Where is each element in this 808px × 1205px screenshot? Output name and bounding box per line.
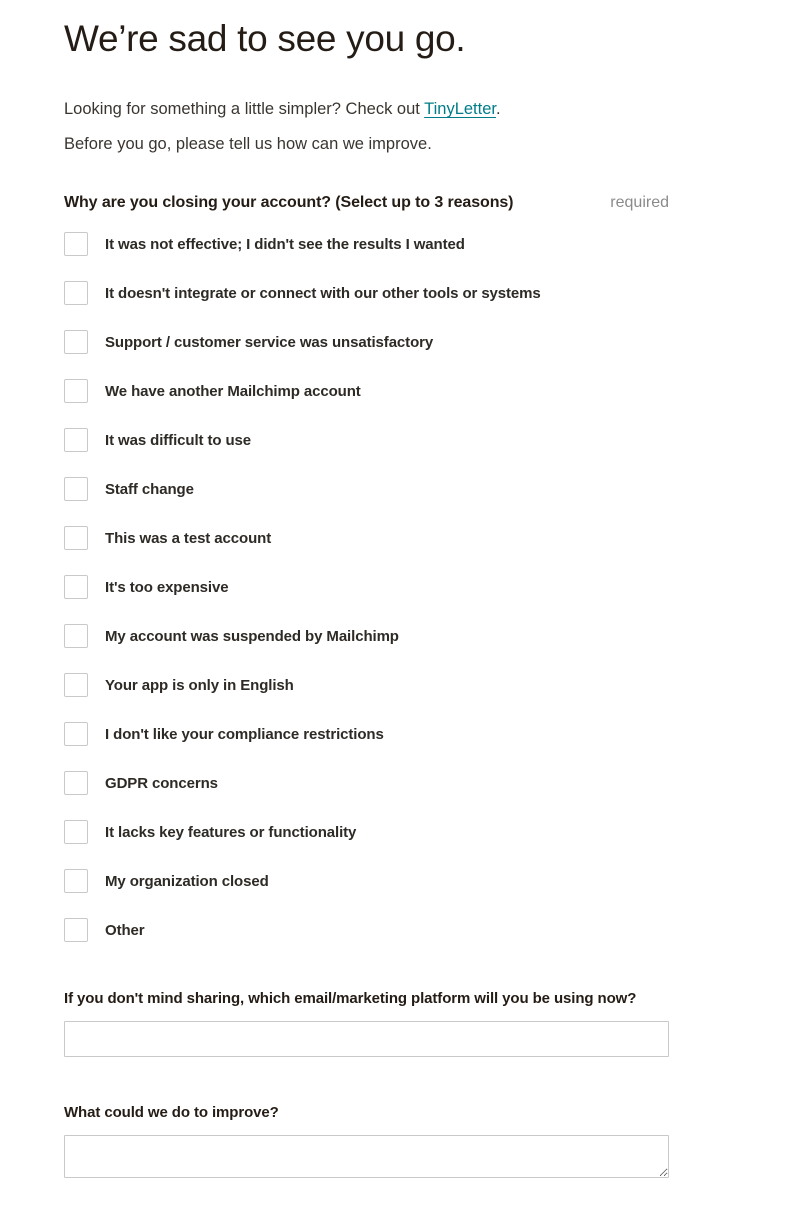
reason-label: It was not effective; I didn't see the results I wanted (105, 235, 465, 253)
checkbox[interactable] (64, 918, 88, 942)
reason-label: I don't like your compliance restrictions (105, 725, 384, 743)
platform-input[interactable] (64, 1021, 669, 1057)
reasons-question-row (64, 192, 669, 214)
reason-option-other[interactable] (64, 918, 145, 942)
reason-option-another-account[interactable] (64, 379, 361, 403)
reason-option-difficult[interactable] (64, 428, 251, 452)
reason-option-too-expensive[interactable] (64, 575, 228, 599)
reason-label: Your app is only in English (105, 676, 294, 694)
checkbox[interactable] (64, 673, 88, 697)
reason-option-no-integration[interactable] (64, 281, 541, 305)
reason-option-test-account[interactable] (64, 526, 271, 550)
reason-label: It lacks key features or functionality (105, 823, 357, 841)
checkbox[interactable] (64, 624, 88, 648)
reason-option-not-effective[interactable] (64, 232, 465, 256)
reason-option-gdpr[interactable] (64, 771, 218, 795)
checkbox[interactable] (64, 428, 88, 452)
reason-label: It was difficult to use (105, 431, 252, 449)
improve-prompt: Before you go, please tell us how can we improve. (64, 135, 432, 153)
checkbox[interactable] (64, 232, 88, 256)
checkbox[interactable] (64, 526, 88, 550)
checkbox[interactable] (64, 722, 88, 746)
reason-option-compliance[interactable] (64, 722, 384, 746)
tinyletter-suggestion (64, 98, 501, 120)
reason-label: Support / customer service was unsatisfactory (105, 333, 434, 351)
reason-option-english-only[interactable] (64, 673, 294, 697)
reason-option-org-closed[interactable] (64, 869, 269, 893)
reason-label: My organization closed (105, 872, 269, 890)
reason-label: Other (105, 921, 145, 939)
suggestion-text: Looking for something a little simpler? Check out (64, 100, 425, 118)
reason-label: Staff change (105, 480, 194, 498)
reason-label: My account was suspended by Mailchimp (105, 627, 399, 645)
improve-field-label: What could we do to improve? (64, 1104, 279, 1121)
checkbox[interactable] (64, 281, 88, 305)
reasons-question-label: Why are you closing your account? (Select up to 3 reasons) (64, 194, 514, 211)
checkbox[interactable] (64, 477, 88, 501)
reason-option-suspended[interactable] (64, 624, 399, 648)
page-title: We’re sad to see you go. (64, 18, 466, 59)
reason-label: GDPR concerns (105, 774, 218, 792)
checkbox[interactable] (64, 869, 88, 893)
reason-label: It doesn't integrate or connect with our other tools or systems (105, 284, 541, 302)
reason-option-support[interactable] (64, 330, 433, 354)
reason-label: It's too expensive (105, 578, 229, 596)
platform-field-label: If you don't mind sharing, which email/marketing platform will you be using now? (64, 990, 637, 1007)
reason-label: This was a test account (105, 529, 272, 547)
suggestion-period: . (495, 100, 501, 118)
checkbox[interactable] (64, 379, 88, 403)
checkbox[interactable] (64, 820, 88, 844)
reason-option-lacks-features[interactable] (64, 820, 356, 844)
reason-option-staff-change[interactable] (64, 477, 194, 501)
required-indicator: required (610, 194, 669, 211)
reason-label: We have another Mailchimp account (105, 382, 361, 400)
improve-textarea[interactable] (64, 1135, 669, 1178)
checkbox[interactable] (64, 771, 88, 795)
checkbox[interactable] (64, 575, 88, 599)
checkbox[interactable] (64, 330, 88, 354)
tinyletter-link[interactable]: TinyLetter (424, 100, 496, 118)
